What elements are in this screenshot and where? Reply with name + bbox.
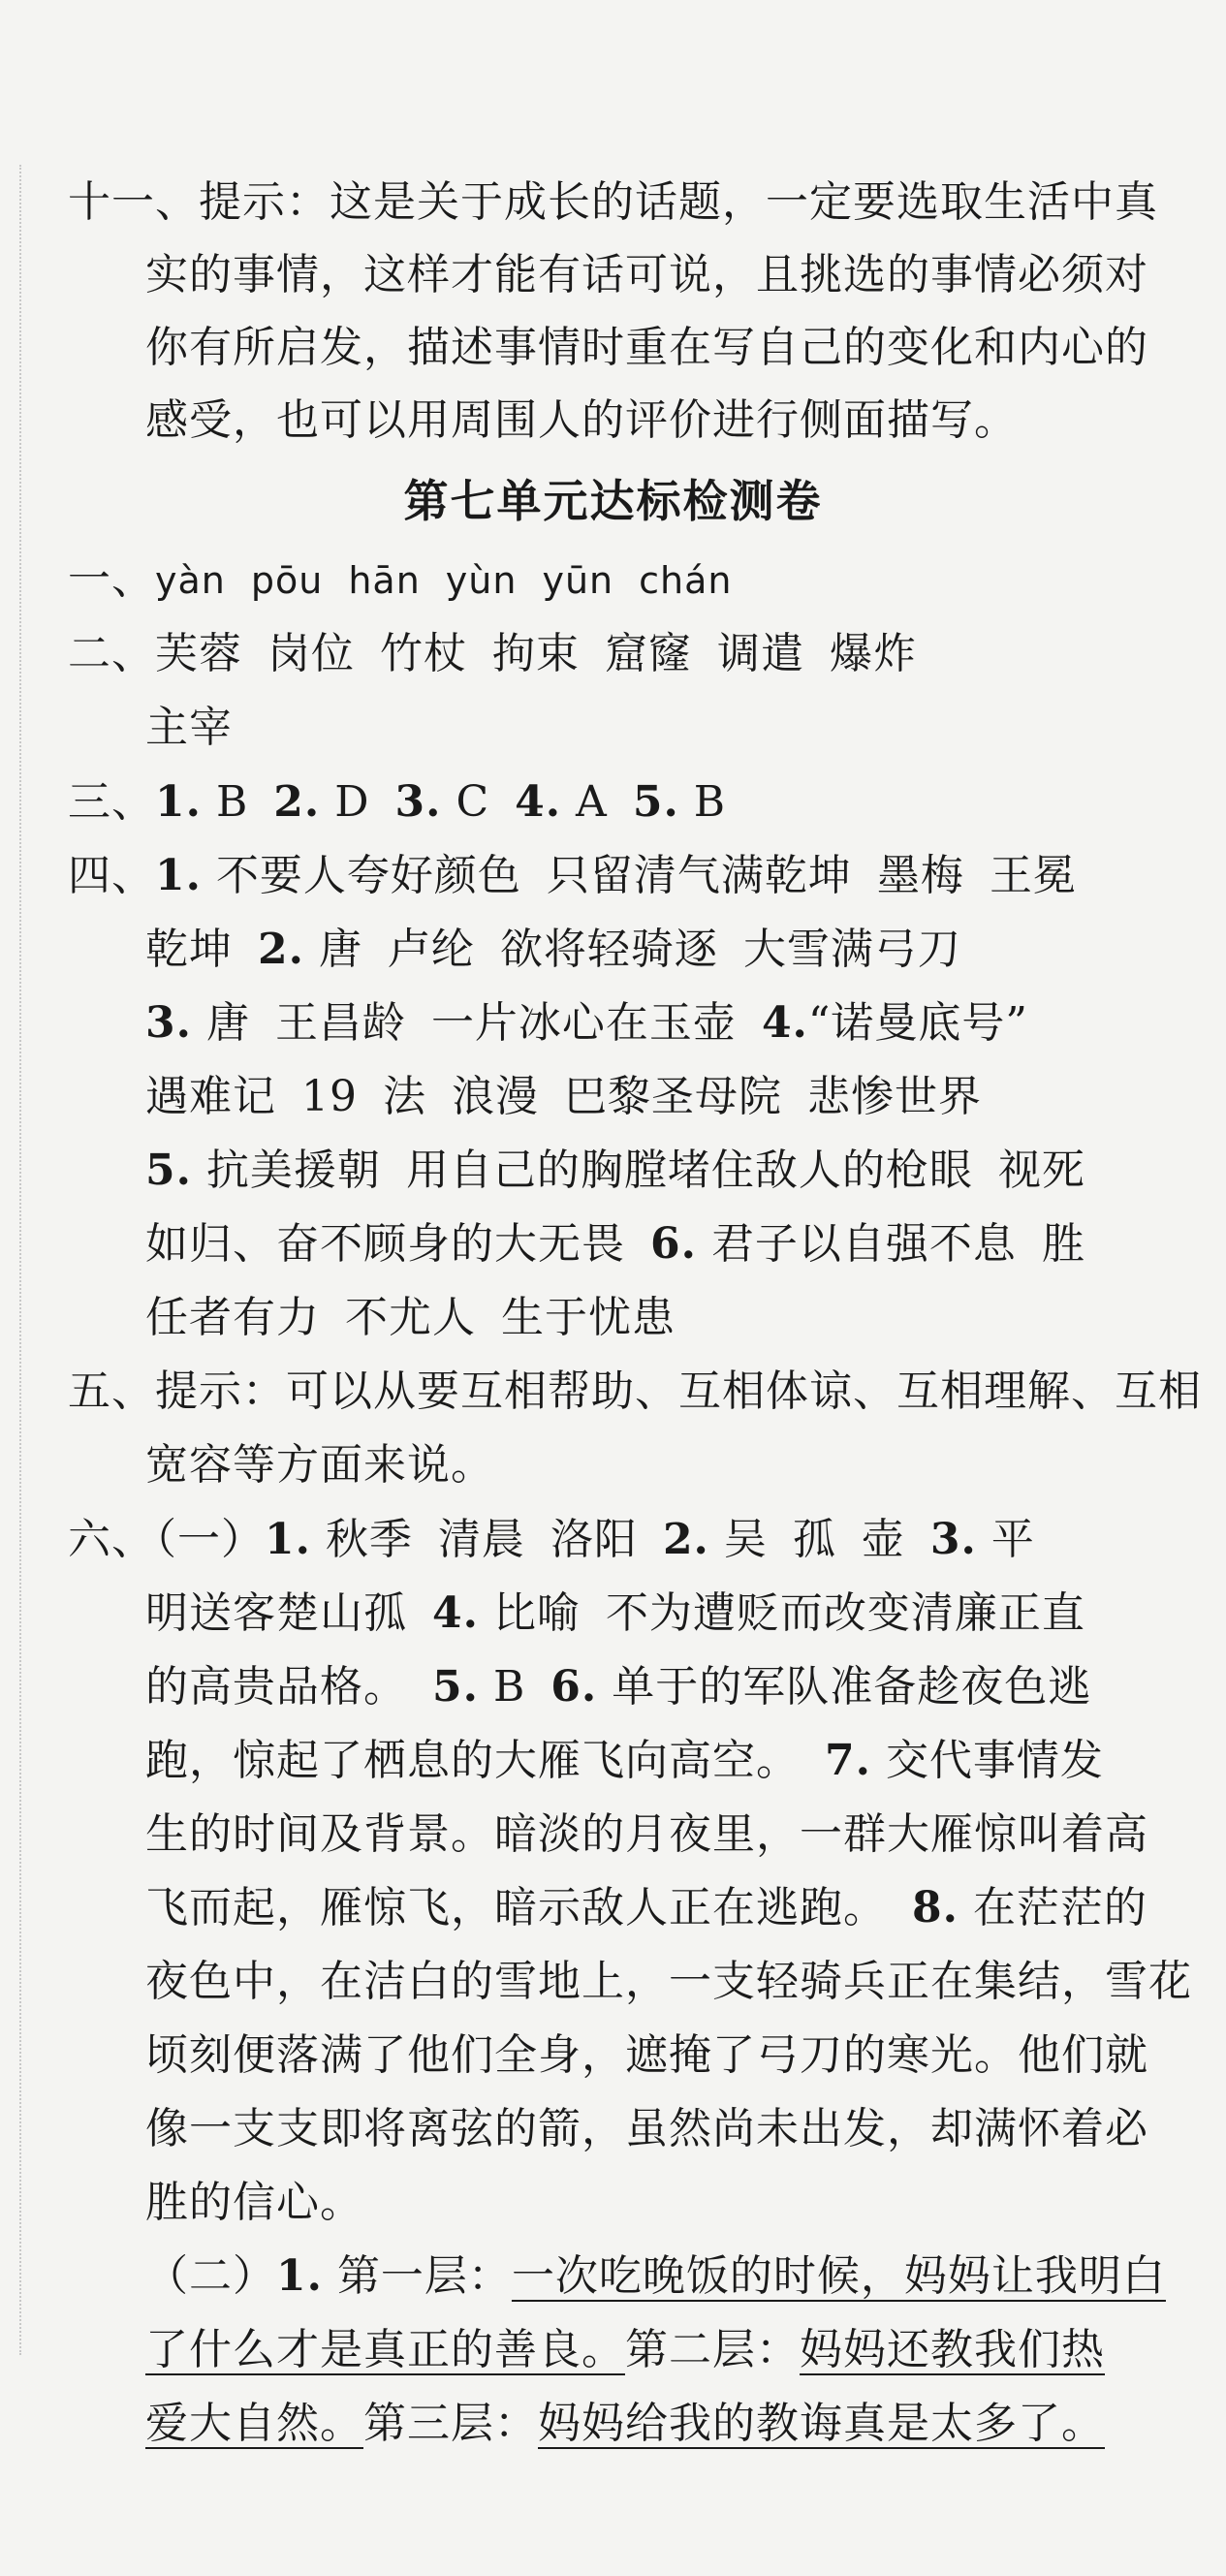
q4-text: 乾坤 <box>145 925 233 974</box>
q3-num-5: 5. <box>632 777 679 827</box>
q6-line-7: 夜色中，在洁白的雪地上，一支轻骑兵正在集结，雪花 <box>145 1957 1192 2006</box>
q3-ans-5: B <box>693 777 727 827</box>
q6-line-4 <box>145 1724 1158 1798</box>
pinyin-4: yùn <box>445 559 518 602</box>
q6-line-2 <box>145 1577 1158 1650</box>
q6b-underlined: 妈妈还教我们热 <box>800 2325 1105 2374</box>
q4-text: 君子以自强不息 <box>710 1219 1017 1269</box>
q4-text: 用自己的胸膛堵住敌人的枪眼 <box>405 1146 973 1195</box>
q6-text: 秋季 <box>325 1515 413 1564</box>
q6-text: 交代事情发 <box>885 1736 1104 1785</box>
q6-line-6 <box>145 1871 1158 1945</box>
q4-text: 一片冰心在玉壶 <box>430 998 737 1048</box>
q6b-underlined: 了什么才是真正的善良。 <box>145 2325 625 2374</box>
q4-text: 大雪满弓刀 <box>742 925 961 974</box>
q6-text: 吴 <box>723 1515 768 1564</box>
q6-text: 飞而起，雁惊飞，暗示敌人正在逃跑。 <box>145 1883 887 1932</box>
q1-line <box>68 543 1158 616</box>
q6-text: 平 <box>990 1515 1035 1564</box>
q4-text: 视死 <box>997 1146 1085 1195</box>
q4-text: 不尤人 <box>345 1293 476 1342</box>
q4-line-1 <box>68 839 1158 913</box>
q6-num-7: 7. <box>825 1736 871 1785</box>
q6-label: 六、（一） <box>68 1515 265 1564</box>
q4-num-5: 5. <box>145 1146 192 1195</box>
q6-line-1 <box>68 1503 1158 1577</box>
q6b-underlined: 妈妈给我的教诲真是太多了。 <box>538 2399 1105 2448</box>
q6-text: 比喻 <box>492 1588 581 1638</box>
word-1: 芙蓉 <box>155 629 242 678</box>
q4-num-3: 3. <box>145 998 192 1048</box>
pinyin-6: chán <box>639 559 733 602</box>
q6-text: 明送客楚山孤 <box>145 1588 407 1638</box>
q6-text: 单于的军队准备趁夜色逃 <box>612 1662 1092 1712</box>
q3-ans-2: D <box>334 777 370 827</box>
q6-num-3: 3. <box>929 1515 977 1564</box>
q3-ans-4: A <box>576 777 608 827</box>
q3-num-3: 3. <box>394 777 442 827</box>
q6b-label: （二） <box>145 2251 276 2301</box>
q4-text: 墨梅 <box>876 851 964 900</box>
q6-text: 壶 <box>861 1515 905 1564</box>
q6b-line-1 <box>145 2240 1166 2313</box>
q3-label: 三、 <box>68 777 155 827</box>
q6-text: 清晨 <box>437 1515 525 1564</box>
q4-line-5 <box>145 1134 1158 1208</box>
q4-text: 巴黎圣母院 <box>564 1072 782 1121</box>
q2-line-2 <box>145 691 1158 765</box>
pinyin-3: hān <box>348 559 421 602</box>
pinyin-1: yàn <box>155 559 226 602</box>
q6-text: 孤 <box>792 1515 836 1564</box>
q6b-text: 第三层： <box>363 2399 538 2448</box>
q6-text: 跑，惊起了栖息的大雁飞向高空。 <box>145 1736 800 1785</box>
q4-text: 只留清气满乾坤 <box>546 851 852 900</box>
q6-text: 洛阳 <box>550 1515 638 1564</box>
q4-text: 不要人夸好颜色 <box>215 851 521 900</box>
q4-text: 欲将轻骑逐 <box>499 925 718 974</box>
q4-num-4: 4. <box>761 998 808 1048</box>
q6-line-9: 像一支支即将离弦的箭，虽然尚未出发，却满怀着必 <box>145 2104 1148 2153</box>
q4-line-7 <box>145 1281 1158 1355</box>
q6-text: 的高贵品格。 <box>145 1662 407 1712</box>
s11-line-3: 你有所启发，描述事情时重在写自己的变化和内心的 <box>145 323 1148 372</box>
q4-label: 四、 <box>68 851 155 900</box>
q4-text: 如归、奋不顾身的大无畏 <box>145 1219 625 1269</box>
q6b-line-3 <box>145 2387 1158 2461</box>
word-5: 窟窿 <box>605 629 692 678</box>
q4-text: 浪漫 <box>452 1072 539 1121</box>
pinyin-5: yūn <box>542 559 614 602</box>
q4-text: 胜 <box>1041 1219 1085 1269</box>
q4-line-2 <box>145 913 1158 987</box>
q6-num-2: 2. <box>662 1515 709 1564</box>
q6b-text: 第一层： <box>336 2251 512 2301</box>
q6-num-6: 6. <box>550 1662 598 1712</box>
q2-line-1 <box>68 617 1158 691</box>
q4-text: 生于忧患 <box>501 1293 676 1342</box>
q4-text: 19 <box>301 1072 358 1121</box>
section-title: 第七单元达标检测卷 <box>403 475 823 527</box>
word-4: 拘束 <box>492 629 580 678</box>
q2-label: 二、 <box>68 629 155 678</box>
q4-num-2: 2. <box>258 925 304 974</box>
q6-line-5: 生的时间及背景。暗淡的月夜里，一群大雁惊叫着高 <box>145 1809 1148 1859</box>
q6-text: 不为遭贬而改变清廉正直 <box>605 1588 1085 1638</box>
q4-text: 遇难记 <box>145 1072 276 1121</box>
q6b-underlined: 爱大自然。 <box>145 2399 363 2448</box>
q6-text: B <box>492 1662 526 1712</box>
q4-line-6 <box>145 1208 1158 1281</box>
q6-num-4: 4. <box>432 1588 479 1638</box>
q4-num-6: 6. <box>650 1219 697 1269</box>
q4-text: “诺曼底号” <box>807 998 1028 1048</box>
q6-line-3 <box>145 1650 1158 1724</box>
word-6: 调遣 <box>717 629 804 678</box>
q6b-underlined: 一次吃晚饭的时候，妈妈让我明白 <box>511 2251 1166 2301</box>
s11-line-1: 十一、提示：这是关于成长的话题，一定要选取生活中真 <box>68 177 1158 227</box>
q4-line-3 <box>145 987 1158 1060</box>
q4-text: 王冕 <box>989 851 1077 900</box>
q5-line-1: 五、提示：可以从要互相帮助、互相体谅、互相理解、互相 <box>68 1367 1202 1416</box>
q1-label: 一、 <box>68 554 155 604</box>
q6-text: 在茫茫的 <box>972 1883 1147 1932</box>
q3-ans-3: C <box>456 777 490 827</box>
q4-text: 唐 <box>318 925 362 974</box>
pinyin-2: pōu <box>250 559 324 602</box>
s11-line-2: 实的事情，这样才能有话可说，且挑选的事情必须对 <box>145 250 1148 299</box>
word-7: 爆炸 <box>830 629 917 678</box>
q3-line <box>68 766 1158 839</box>
q4-text: 抗美援朝 <box>205 1146 381 1195</box>
q3-ans-1: B <box>215 777 249 827</box>
q6-line-8: 顷刻便落满了他们全身，遮掩了弓刀的寒光。他们就 <box>145 2030 1148 2080</box>
q4-text: 任者有力 <box>145 1293 320 1342</box>
q3-num-2: 2. <box>273 777 321 827</box>
q4-text: 唐 <box>205 998 250 1048</box>
q6b-text: 第二层： <box>625 2325 800 2374</box>
q6-num-1: 1. <box>265 1515 311 1564</box>
q6b-line-2 <box>145 2313 1158 2387</box>
q6b-num-1: 1. <box>276 2251 323 2301</box>
q4-text: 卢纶 <box>387 925 475 974</box>
q6-line-10: 胜的信心。 <box>145 2178 363 2227</box>
q6-num-5: 5. <box>432 1662 479 1712</box>
q3-num-4: 4. <box>515 777 562 827</box>
word-2: 岗位 <box>267 629 355 678</box>
q6-num-8: 8. <box>912 1883 959 1932</box>
q4-line-4 <box>145 1060 1158 1134</box>
word-3: 竹杖 <box>380 629 467 678</box>
q4-text: 王昌龄 <box>274 998 406 1048</box>
q3-num-1: 1. <box>155 777 202 827</box>
s11-line-4: 感受，也可以用周围人的评价进行侧面描写。 <box>145 395 1018 445</box>
word-8: 主宰 <box>145 703 233 752</box>
q4-text: 悲惨世界 <box>807 1072 982 1121</box>
q4-text: 法 <box>383 1072 426 1121</box>
q5-line-2: 宽容等方面来说。 <box>145 1440 494 1490</box>
q4-num-1: 1. <box>155 851 202 900</box>
